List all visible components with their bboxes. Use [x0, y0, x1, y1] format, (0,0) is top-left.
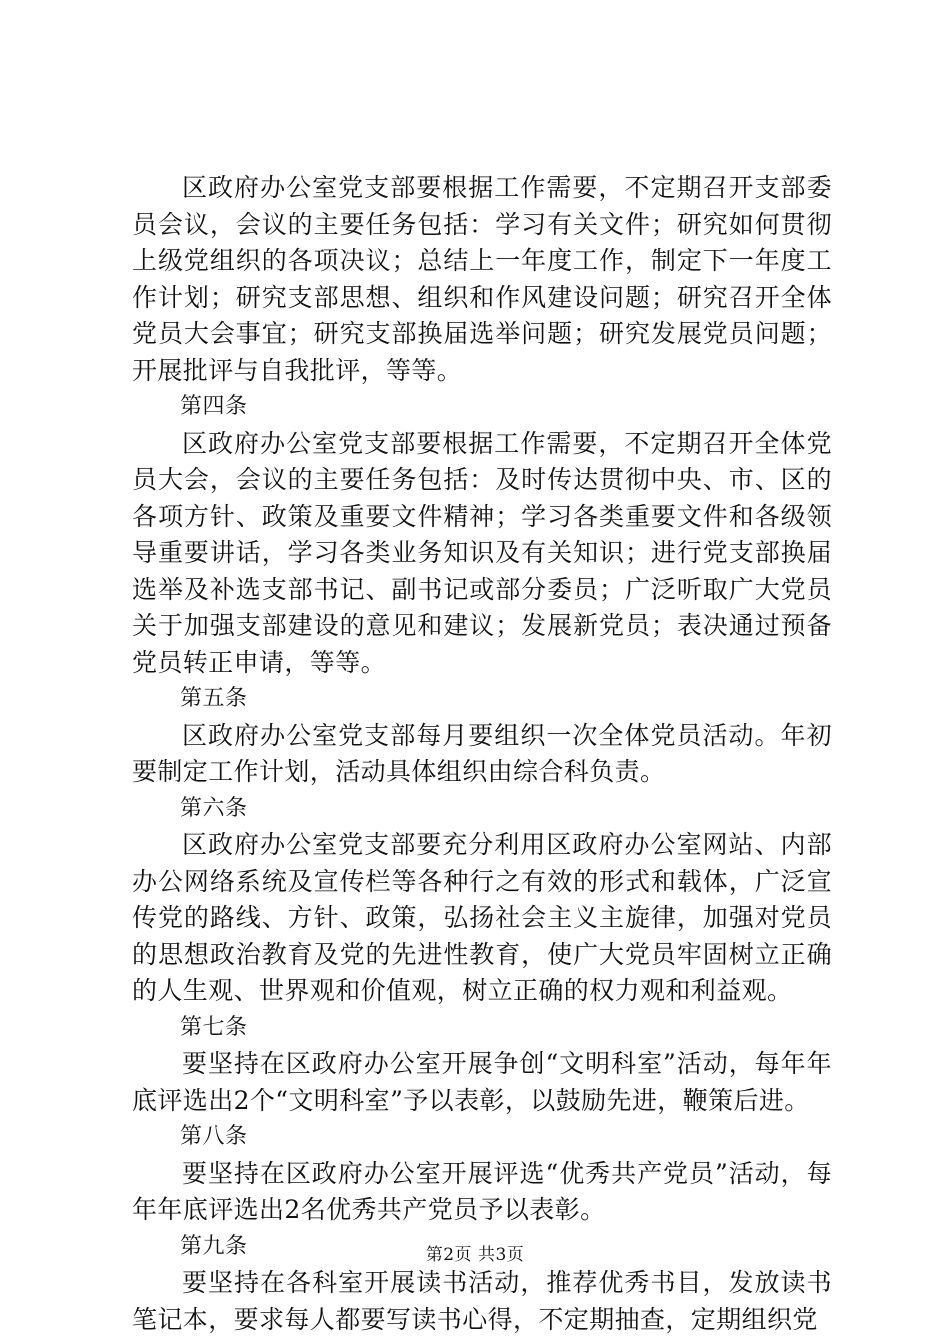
paragraph-excellent-member: 要坚持在区政府办公室开展评选“优秀共产党员”活动，每年年底评选出2名优秀共产党员予以表彰。 [132, 1158, 832, 1224]
article-heading-4: 第四条 [180, 394, 248, 419]
paragraph-publicity: 区政府办公室党支部要充分利用区政府办公室网站、内部办公网络系统及宣传栏等各种行之有效的形式和载体，广泛宣传党的路线、方针、政策，弘扬社会主义主旋律，加强对党员的思想政治教育及党的先进性教育，使广大党员牢固树立正确的人生观、世界观和价值观，树立正确的权力观和利益观。 [132, 830, 832, 1005]
article-heading-5: 第五条 [180, 686, 248, 711]
paragraph-reading-activity: 要坚持在各科室开展读书活动，推荐优秀书目，发放读书笔记本，要求每人都要写读书心得，不定期抽查，定期组织党 [132, 1268, 832, 1334]
paragraph-monthly-activity: 区政府办公室党支部每月要组织一次全体党员活动。年初要制定工作计划，活动具体组织由综合科负责。 [132, 720, 832, 786]
article-heading-9: 第九条 [180, 1233, 248, 1259]
paragraph-committee-meeting: 区政府办公室党支部要根据工作需要，不定期召开支部委员会议，会议的主要任务包括：学习有关文件；研究如何贯彻上级党组织的各项决议；总结上一年度工作，制定下一年度工作计划；研究支部思想、组织和作风建设问题；研究召开全体党员大会事宜；研究支部换届选举问题；研究发展党员问题；开展批评与自我批评，等等。 [132, 173, 832, 385]
article-heading-8: 第八条 [180, 1124, 248, 1149]
article-heading-6: 第六条 [180, 795, 248, 821]
article-heading-7: 第七条 [180, 1014, 248, 1040]
paragraph-general-assembly: 区政府办公室党支部要根据工作需要，不定期召开全体党员大会，会议的主要任务包括：及时传达贯彻中央、市、区的各项方针、政策及重要文件精神；学习各类重要文件和各级领导重要讲话，学习各类业务知识及有关知识；进行党支部换届选举及补选支部书记、副书记或部分委员；广泛听取广大党员关于加强支部建设的意见和建议；发展新党员；表决通过预备党员转正申请，等等。 [132, 428, 832, 677]
paragraph-civilized-office: 要坚持在区政府办公室开展争创“文明科室”活动，每年年底评选出2个“文明科室”予以表彰，以鼓励先进，鞭策后进。 [132, 1049, 832, 1115]
document-body [132, 170, 832, 1338]
page-number-footer: 第2页 共3页 [425, 1245, 525, 1265]
